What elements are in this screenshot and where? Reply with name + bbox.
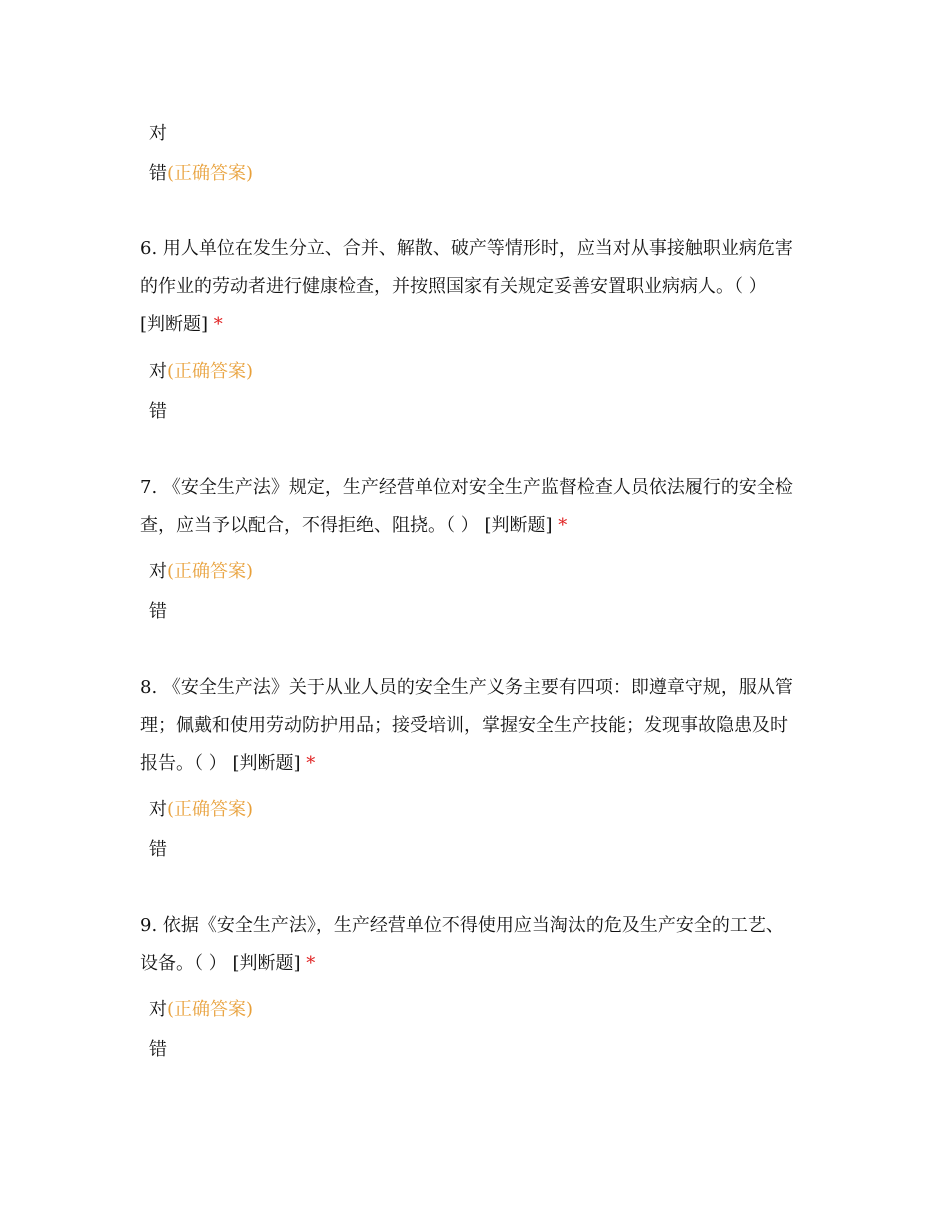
q8-option-true[interactable]: [149, 798, 253, 822]
question-7: [140, 469, 820, 545]
question-9: [140, 907, 820, 983]
correct-answer-label: (正确答案): [167, 163, 254, 184]
question-text-line: [140, 306, 820, 344]
correct-answer-label: (正确答案): [167, 361, 254, 382]
question-text-line: 的作业的劳动者进行健康检查，并按照国家有关规定妥善安置职业病病人。（ ）: [140, 276, 767, 297]
option-text: 错: [149, 401, 167, 422]
required-mark: *: [306, 753, 316, 774]
q5-option-false[interactable]: [149, 162, 253, 186]
question-text-line: 9. 依据《安全生产法》，生产经营单位不得使用应当淘汰的危及生产安全的工艺、: [140, 915, 784, 936]
option-text: 错: [149, 163, 167, 184]
required-mark: *: [306, 953, 316, 974]
option-text: 错: [149, 1039, 167, 1060]
question-text-line: 理；佩戴和使用劳动防护用品；接受培训，掌握安全生产技能；发现事故隐患及时: [140, 715, 788, 736]
correct-answer-label: (正确答案): [167, 561, 254, 582]
question-text-line: [140, 507, 820, 545]
question-6: [140, 230, 820, 344]
option-text: 错: [149, 601, 167, 622]
option-text: 对: [149, 799, 167, 820]
option-text: 错: [149, 839, 167, 860]
correct-answer-label: (正确答案): [167, 999, 254, 1020]
question-text-line: [140, 945, 820, 983]
question-text: 查，应当予以配合，不得拒绝、阻挠。（ ） [判断题]: [140, 515, 553, 536]
q6-option-false[interactable]: [149, 400, 167, 424]
q9-option-true[interactable]: [149, 998, 253, 1022]
option-text: 对: [149, 561, 167, 582]
question-text-line: [140, 745, 820, 783]
question-type-label: [判断题]: [140, 314, 209, 335]
option-text: 对: [149, 361, 167, 382]
option-text: 对: [149, 999, 167, 1020]
question-text: 报告。（ ） [判断题]: [140, 753, 301, 774]
question-text-line: 6. 用人单位在发生分立、合并、解散、破产等情形时，应当对从事接触职业病危害: [140, 238, 793, 259]
q9-option-false[interactable]: [149, 1038, 167, 1062]
q8-option-false[interactable]: [149, 838, 167, 862]
required-mark: *: [558, 515, 568, 536]
q7-option-false[interactable]: [149, 600, 167, 624]
required-mark: *: [213, 314, 223, 335]
question-text-line: 8. 《安全生产法》关于从业人员的安全生产义务主要有四项：即遵章守规，服从管: [140, 677, 793, 698]
question-8: [140, 669, 820, 783]
question-text: 设备。（ ） [判断题]: [140, 953, 301, 974]
question-text-line: 7. 《安全生产法》规定，生产经营单位对安全生产监督检查人员依法履行的安全检: [140, 477, 793, 498]
option-text: 对: [149, 123, 167, 144]
q5-option-true[interactable]: [149, 122, 167, 146]
q7-option-true[interactable]: [149, 560, 253, 584]
correct-answer-label: (正确答案): [167, 799, 254, 820]
q6-option-true[interactable]: [149, 360, 253, 384]
